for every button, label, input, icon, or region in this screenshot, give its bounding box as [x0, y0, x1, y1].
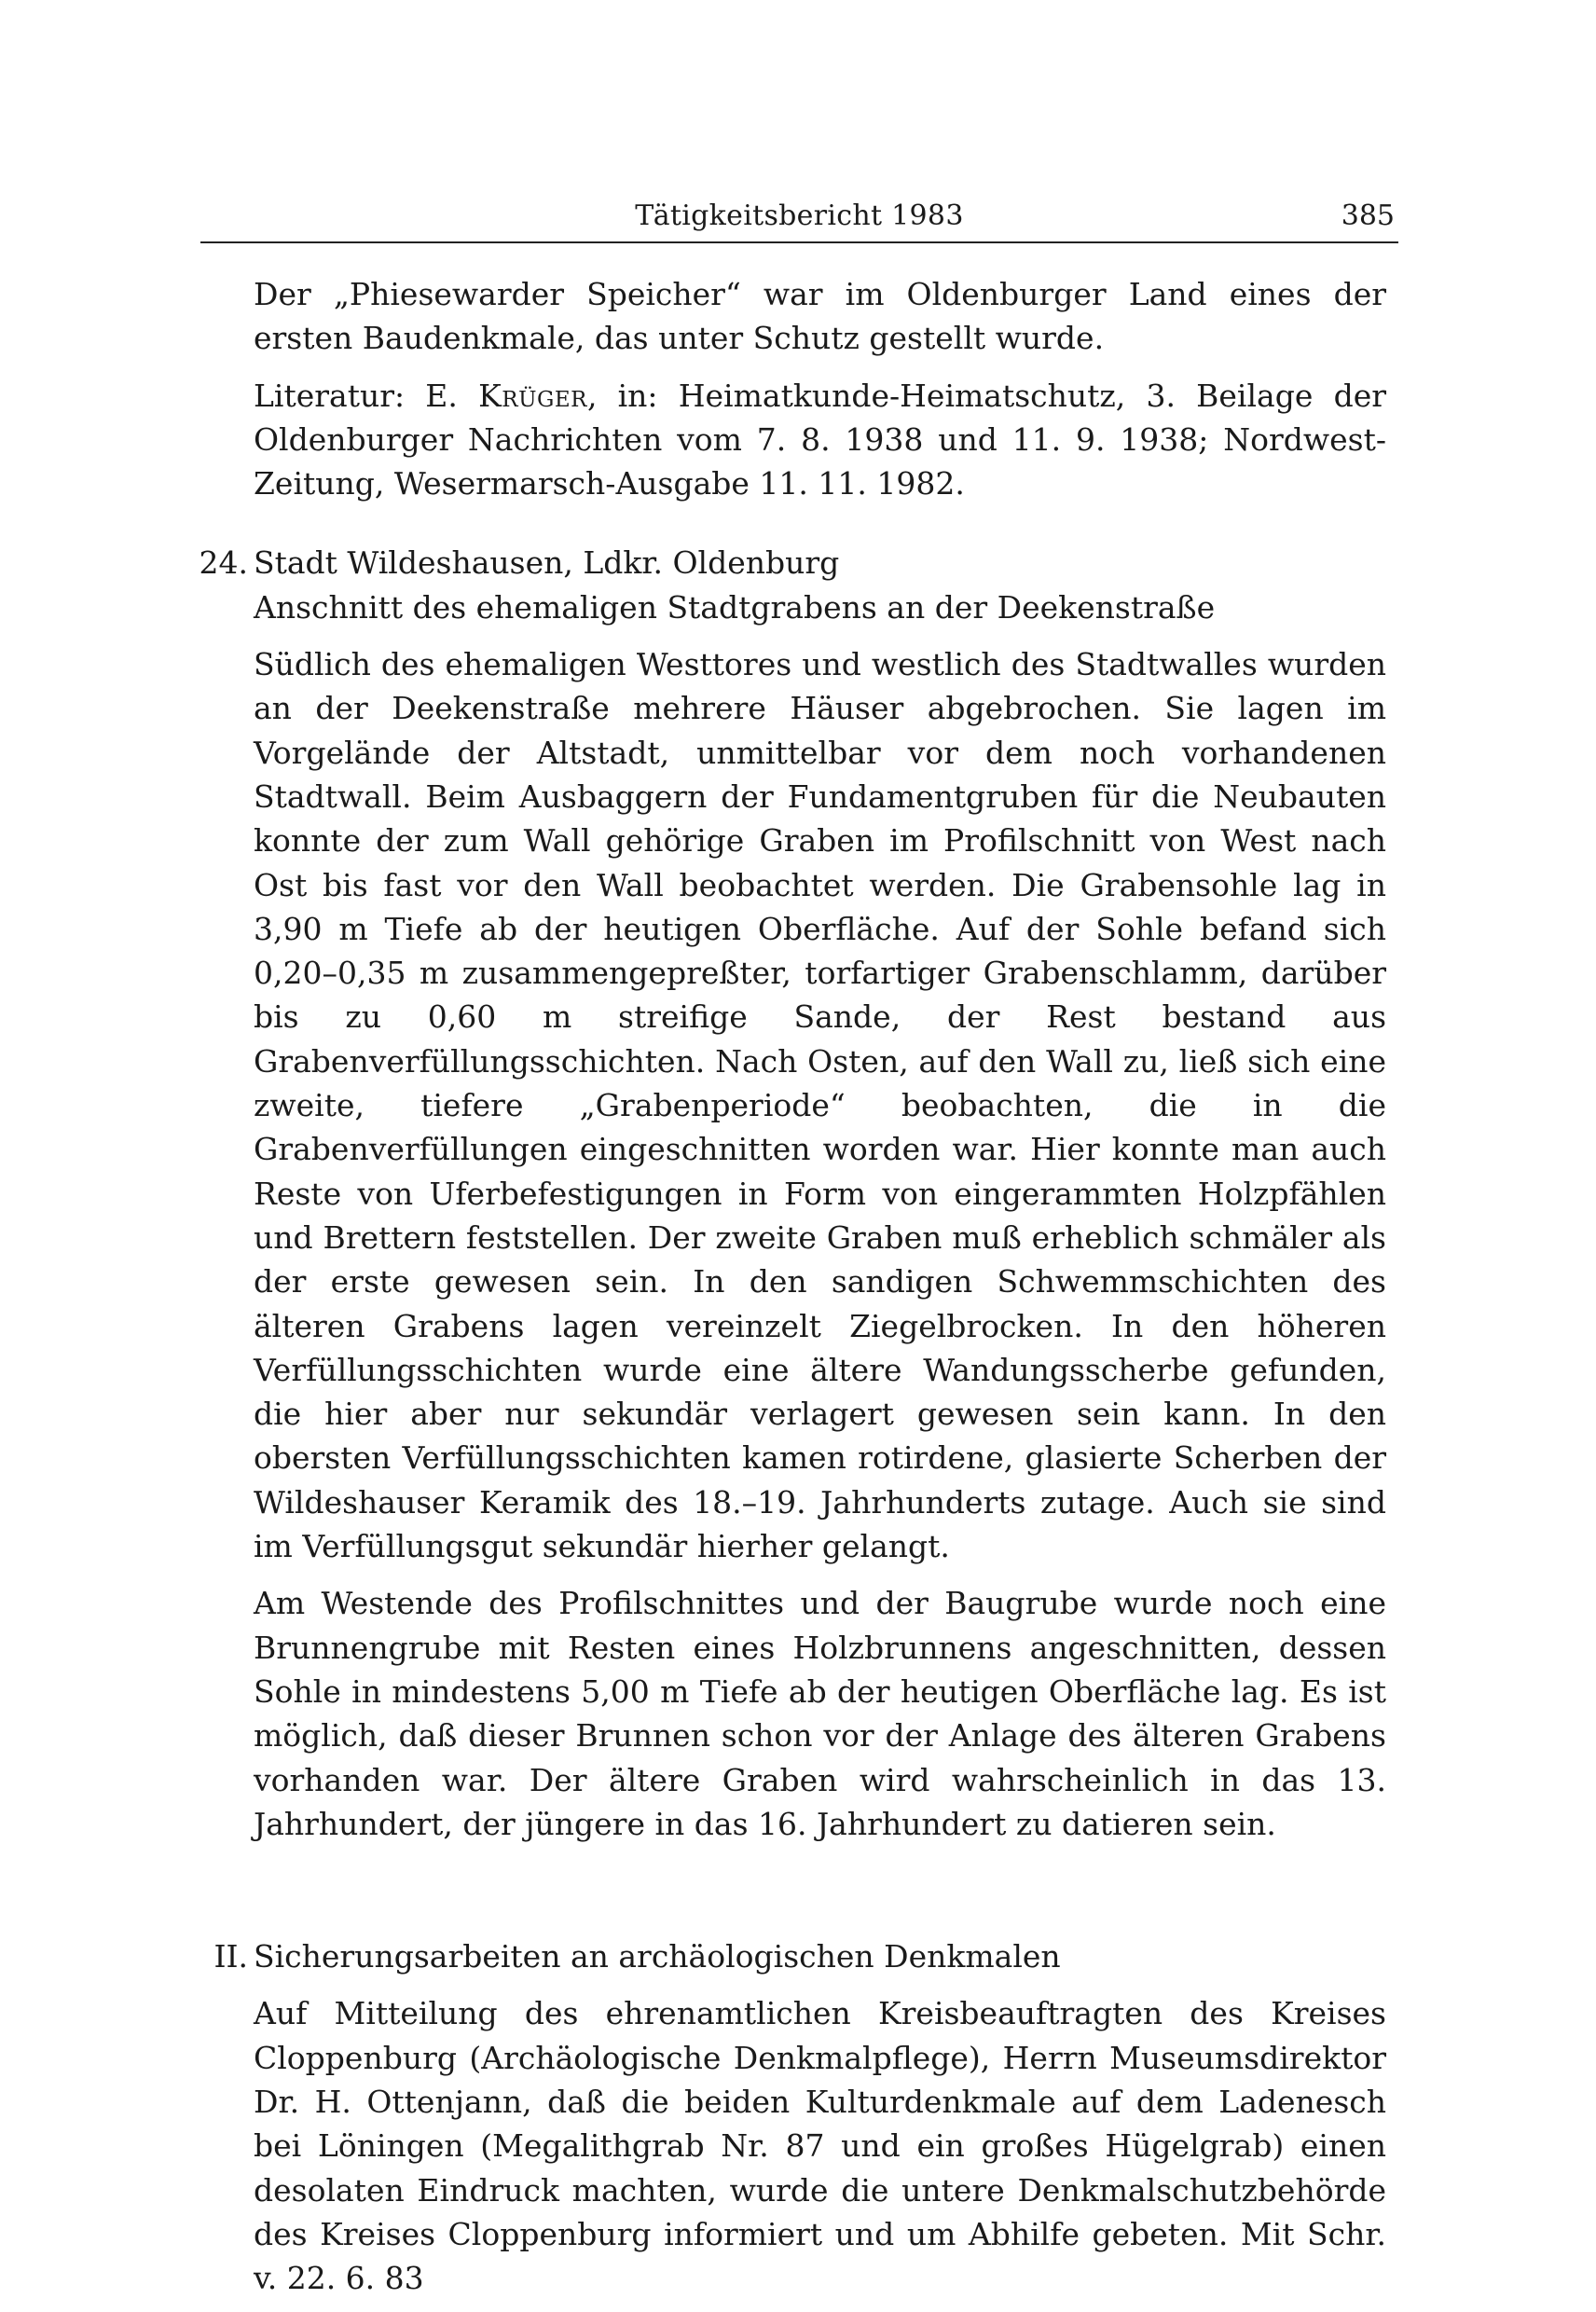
section-ii-title: Sicherungsarbeiten an archäologischen Denkmalen — [254, 1938, 1061, 1975]
section-ii-heading — [213, 1934, 1386, 1978]
section-24-number: 24. — [199, 544, 248, 582]
section-24-paragraph-2: Am Westende des Profilschnittes und der Baugrube wurde noch eine Brunnengrube mit Resten eines Holzbrunnens angeschnitten, dessen Sohle in mindestens 5,00 m Tiefe ab der heutigen Oberfläche lag. Es ist möglich, daß dieser Brunnen schon vor der Anlage des älteren Grabens vorhanden war. Der ältere Graben wird wahrscheinlich in das 13. Jahrhundert, der jüngere in das 16. Jahrhundert zu datieren sein. — [254, 1585, 1386, 1842]
section-24-subtitle: Anschnitt des ehemaligen Stadtgrabens an der Deekenstraße — [254, 588, 1216, 626]
literature-reference — [254, 374, 1386, 506]
header-title: Tätigkeitsbericht 1983 — [635, 200, 964, 232]
section-ii-number: II. — [213, 1938, 248, 1975]
page-body — [199, 272, 1386, 2300]
page-number: 385 — [1341, 200, 1395, 232]
section-24-title: Stadt Wildeshausen, Ldkr. Oldenburg — [254, 544, 840, 582]
literature-details: , in: Heimatkunde-Heimatschutz, 3. Beilage der Oldenburger Nachrichten vom 7. 8. 1938 und 11. 9. 1938; Nordwest-Zeitung, Wesermarsch-Ausgabe 11. 11. 1982. — [254, 377, 1386, 502]
literature-author: Krüger — [478, 377, 587, 414]
running-header — [200, 191, 1398, 243]
literature-prefix: Literatur: E. — [254, 377, 458, 414]
section-24-paragraph-1: Südlich des ehemaligen Westtores und westlich des Stadtwalles wurden an der Deekenstraße mehrere Häuser abgebrochen. Sie lagen im Vorgelände der Altstadt, unmittelbar vor dem noch vorhandenen Stadtwall. Beim Ausbaggern der Fundamentgruben für die Neubauten konnte der zum Wall gehörige Graben im Profilschnitt von West nach Ost bis fast vor den Wall beobachtet werden. Die Grabensohle lag in 3,90 m Tiefe ab der heutigen Oberfläche. Auf der Sohle befand sich 0,20–0,35 m zusammengepreßter, torfartiger Grabenschlamm, darüber bis zu 0,60 m streifige Sande, der Rest bestand aus Grabenverfüllungsschichten. Nach Osten, auf den Wall zu, ließ sich eine zweite, tiefere „Grabenperiode“ beobachten, die in die Grabenverfüllungen eingeschnitten worden war. Hier konnte man auch Reste von Uferbefestigungen in Form von eingerammten Holzpfählen und Brettern feststellen. Der zweite Graben muß erheblich schmäler als der erste gewesen sein. In den sandigen Schwemmschichten des älteren Grabens lagen vereinzelt Ziegelbrocken. In den höheren Verfüllungsschichten wurde eine ältere Wandungsscherbe gefunden, die hier aber nur sekundär verlagert gewesen sein kann. In den obersten Verfüllungsschichten kamen rotirdene, glasierte Scherben der Wildeshauser Keramik des 18.–19. Jahrhunderts zutage. Auch sie sind im Verfüllungsgut sekundär hierher gelangt. — [254, 646, 1386, 1565]
section-ii-paragraph: Auf Mitteilung des ehrenamtlichen Kreisbeauftragten des Kreises Cloppenburg (Archäologische Denkmalpflege), Herrn Museumsdirektor Dr. H. Ottenjann, daß die beiden Kulturdenkmale auf dem Ladenesch bei Löningen (Megalithgrab Nr. 87 und ein großes Hügelgrab) einen desolaten Eindruck machten, wurde die untere Denkmalschutzbehörde des Kreises Cloppenburg informiert und um Abhilfe gebeten. Mit Schr. v. 22. 6. 83 — [254, 1995, 1386, 2297]
intro-paragraph: Der „Phiesewarder Speicher“ war im Oldenburger Land eines der ersten Baudenkmale, das unter Schutz gestellt wurde. — [254, 276, 1386, 357]
section-24-heading — [199, 541, 1386, 629]
